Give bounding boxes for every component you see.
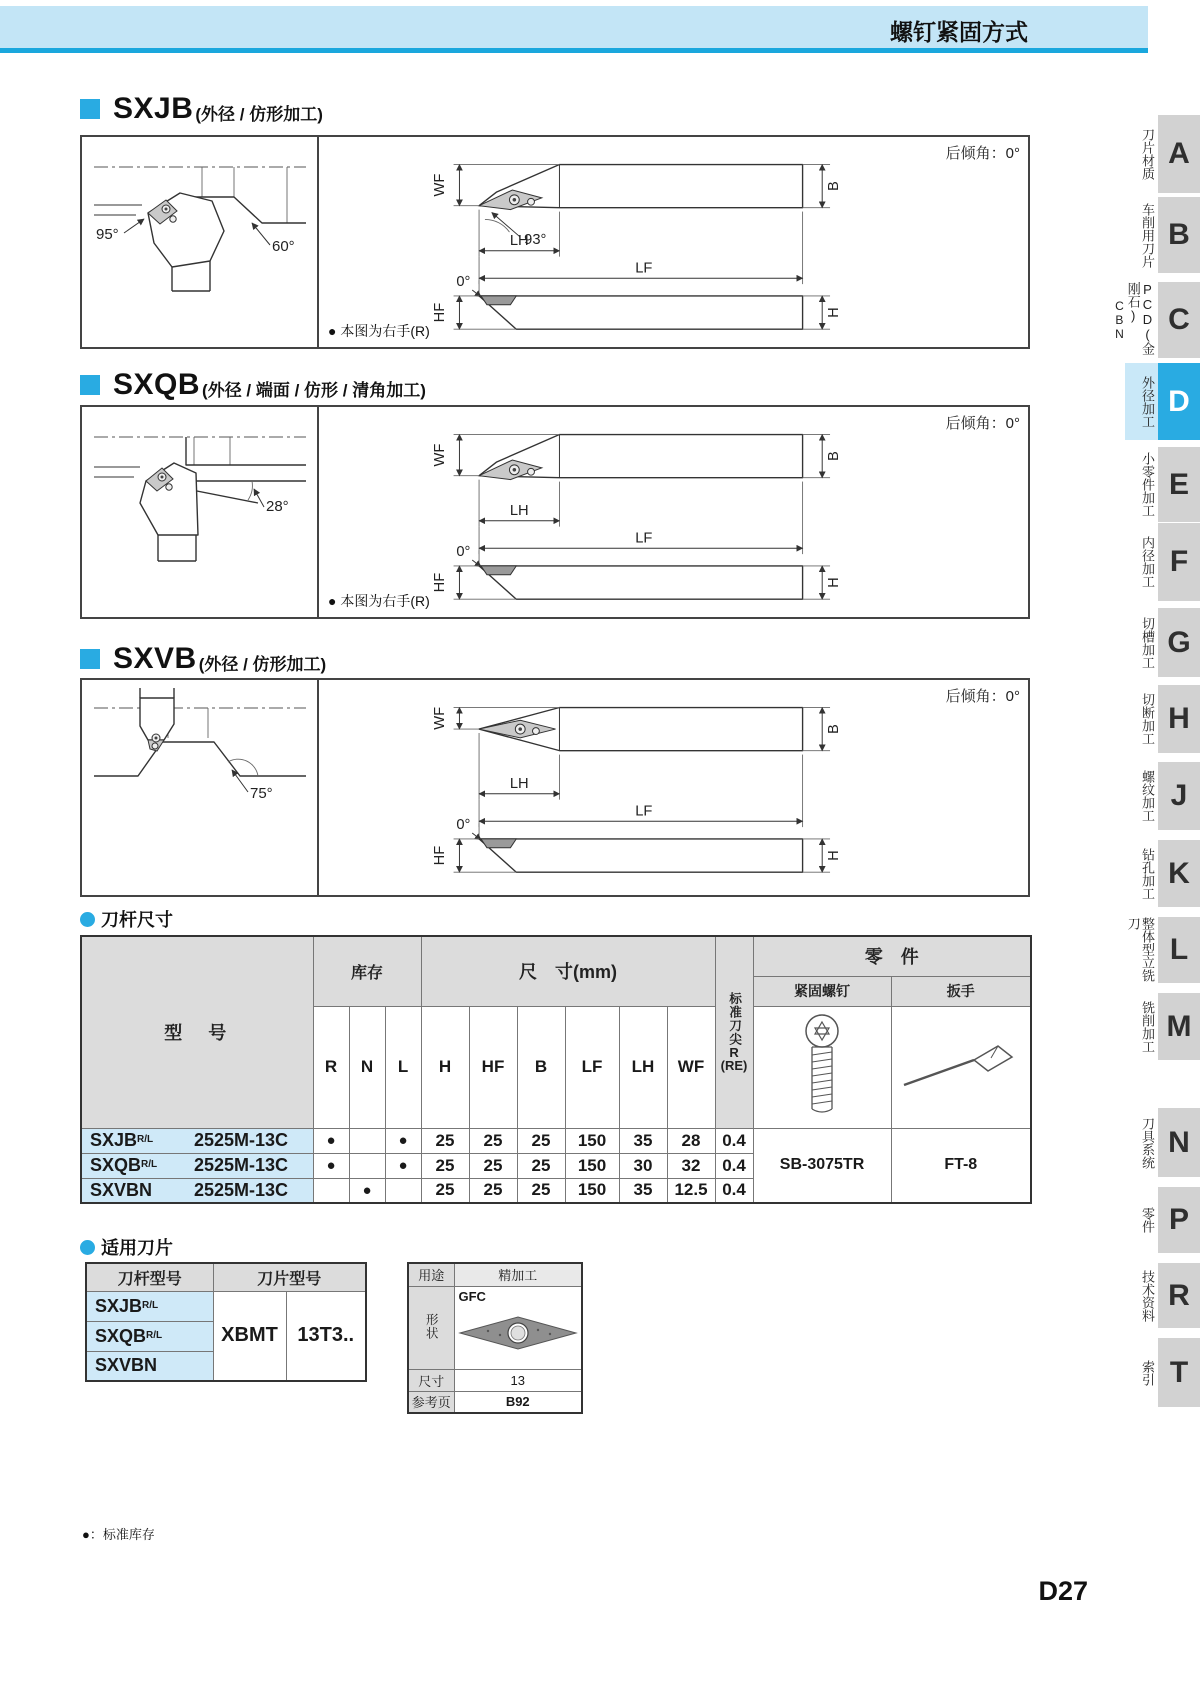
- col-wf: WF: [667, 1006, 715, 1128]
- h-label: H: [825, 307, 842, 318]
- box-divider: [317, 407, 319, 617]
- dimension-drawing-sxqb: [332, 415, 1032, 605]
- size-value: 13: [454, 1369, 582, 1391]
- sidebar-tab-b[interactable]: B: [1158, 197, 1200, 273]
- stock-legend: ●：标准库存: [82, 1527, 155, 1542]
- stock-n: ●: [349, 1178, 385, 1203]
- sidebar-tab-h[interactable]: H: [1158, 685, 1200, 753]
- bullet-icon: [80, 1240, 95, 1255]
- insert-shape-image: [458, 1311, 578, 1355]
- table-row: [81, 1128, 1031, 1153]
- size-label: 尺寸: [408, 1369, 454, 1391]
- clamp-screw-icon: [794, 1011, 850, 1119]
- right-hand-note: ● 本图为右手(R): [328, 593, 430, 609]
- angle-95-label: 95°: [96, 226, 119, 243]
- holder-model: $SXJB^{R/L}$: [86, 1291, 213, 1321]
- section-name: SXQB: [113, 368, 201, 401]
- rake-angle-label: 后倾角：0°: [945, 688, 1020, 705]
- ref-page-value: B92: [454, 1391, 582, 1413]
- sidebar-tab-m[interactable]: M: [1158, 993, 1200, 1060]
- wrench-icon-cell: [891, 1006, 1031, 1128]
- sidebar-tab-d-label: 外径加工: [1140, 375, 1155, 428]
- dim-wf: 28: [667, 1128, 715, 1153]
- page-number: D27: [1038, 1576, 1088, 1606]
- holder-dimensions-table: [80, 935, 1032, 1204]
- shape-value: [454, 1286, 582, 1369]
- wrench-header: 扳手: [891, 976, 1031, 1006]
- holder-table-heading: [80, 906, 173, 932]
- hf-label: HF: [431, 302, 448, 323]
- section-bullet-icon: [80, 375, 100, 395]
- dim-re: 0.4: [715, 1128, 753, 1153]
- dim-hf: 25: [469, 1178, 517, 1203]
- dim-re: 0.4: [715, 1153, 753, 1178]
- insert-size: 13T3..: [286, 1291, 366, 1381]
- section-sxqb-title: [80, 368, 426, 402]
- sidebar-tab-c-label: CBN PCD(金刚石): [1112, 282, 1155, 355]
- application-diagram-sxqb: [82, 407, 317, 613]
- model-cell: SXVBN 2525M-13C: [81, 1178, 313, 1203]
- stock-l: [385, 1178, 421, 1203]
- stock-r: ●: [313, 1128, 349, 1153]
- dimension-drawing-sxjb: [332, 145, 1032, 335]
- col-l: L: [385, 1006, 421, 1128]
- sidebar-tab-g[interactable]: G: [1158, 608, 1200, 677]
- box-divider: [317, 137, 319, 347]
- sidebar-tab-k[interactable]: K: [1158, 840, 1200, 907]
- model-cell: $SXQB^{R/L}$ 2525M-13C: [81, 1153, 313, 1178]
- wf-label: WF: [431, 173, 448, 197]
- dim-wf: 12.5: [667, 1178, 715, 1203]
- insert-section-title: 适用刀片: [101, 1238, 173, 1258]
- drawing-box-sxvb: [80, 678, 1030, 897]
- right-hand-note: ● 本图为右手(R): [328, 323, 430, 339]
- dims-header: 尺 寸(mm): [421, 936, 715, 1006]
- rake-angle-label: 后倾角：0°: [945, 415, 1020, 432]
- dim-lf: 150: [565, 1153, 619, 1178]
- section-bullet-icon: [80, 99, 100, 119]
- h-label: H: [825, 850, 842, 861]
- application-diagram-sxjb: [82, 137, 317, 343]
- holder-table-title: 刀杆尺寸: [101, 910, 173, 930]
- dim-hf: 25: [469, 1128, 517, 1153]
- stock-header: 库存: [313, 936, 421, 1006]
- sidebar-tab-c[interactable]: C: [1158, 282, 1200, 358]
- section-sxvb-title: [80, 642, 326, 676]
- screw-part-number: SB-3075TR: [753, 1128, 891, 1203]
- dim-lh: 35: [619, 1128, 667, 1153]
- sidebar-tab-p-label: 零件: [1140, 1207, 1155, 1233]
- sidebar-tab-l[interactable]: L: [1158, 917, 1200, 983]
- drawing-box-sxqb: [80, 405, 1030, 619]
- sidebar-tab-t-label: 索引: [1140, 1359, 1155, 1386]
- col-r: R: [313, 1006, 349, 1128]
- zero-angle-label: 0°: [456, 817, 471, 834]
- sidebar-tab-j-label: 螺纹加工: [1140, 770, 1155, 822]
- col-lf: LF: [565, 1006, 619, 1128]
- parts-header: 零 件: [753, 936, 1031, 976]
- dim-h: 25: [421, 1178, 469, 1203]
- sidebar-tab-n-label: 刀具系统: [1140, 1116, 1155, 1169]
- applicable-inserts-table: [85, 1262, 367, 1382]
- sidebar-tab-t[interactable]: T: [1158, 1338, 1200, 1407]
- lf-label: LF: [635, 260, 653, 277]
- screw-header: 紧固螺钉: [753, 976, 891, 1006]
- wf-label: WF: [431, 706, 448, 730]
- usage-value: 精加工: [454, 1263, 582, 1286]
- section-name: SXJB: [113, 92, 194, 125]
- insert-col-header: 刀片型号: [213, 1263, 366, 1291]
- dim-lf: 150: [565, 1178, 619, 1203]
- lf-label: LF: [635, 803, 653, 820]
- section-name: SXVB: [113, 642, 197, 675]
- col-n: N: [349, 1006, 385, 1128]
- stock-l: ●: [385, 1128, 421, 1153]
- zero-angle-label: 0°: [456, 274, 471, 291]
- sidebar-tab-e-label: 小零件加工: [1140, 452, 1155, 517]
- col-h: H: [421, 1006, 469, 1128]
- model-header: 型 号: [81, 936, 313, 1128]
- lh-label: LH: [509, 502, 529, 519]
- lh-label: LH: [509, 232, 529, 249]
- drawing-box-sxjb: [80, 135, 1030, 349]
- dim-hf: 25: [469, 1153, 517, 1178]
- dim-b: 25: [517, 1153, 565, 1178]
- sidebar-tab-n[interactable]: N: [1158, 1108, 1200, 1177]
- shape-label: 形状: [408, 1286, 454, 1369]
- header-underline: [0, 48, 1148, 53]
- dim-h: 25: [421, 1153, 469, 1178]
- screw-icon-cell: [753, 1006, 891, 1128]
- section-subtitle: (外径 / 仿形加工): [198, 654, 327, 674]
- dim-h: 25: [421, 1128, 469, 1153]
- dimension-drawing-sxvb: [332, 688, 1032, 878]
- sidebar-tab-a[interactable]: A: [1158, 115, 1200, 193]
- dim-b: 25: [517, 1178, 565, 1203]
- sidebar-tab-p[interactable]: P: [1158, 1187, 1200, 1253]
- sidebar-tab-h-label: 切断加工: [1140, 693, 1155, 745]
- wrench-icon: [896, 1033, 1026, 1097]
- ref-page-label: 参考页: [408, 1391, 454, 1413]
- stock-r: [313, 1178, 349, 1203]
- usage-label: 用途: [408, 1263, 454, 1286]
- zero-angle-label: 0°: [456, 544, 471, 561]
- angle-75-label: 75°: [250, 785, 273, 802]
- insert-grade-code: GFC: [458, 1288, 486, 1304]
- holder-model: $SXQB^{R/L}$: [86, 1321, 213, 1351]
- dim-lh: 35: [619, 1178, 667, 1203]
- box-divider: [317, 680, 319, 895]
- h-label: H: [825, 577, 842, 588]
- stock-n: [349, 1128, 385, 1153]
- sidebar-tab-m-label: 铣削加工: [1140, 1000, 1155, 1053]
- stock-r: ●: [313, 1153, 349, 1178]
- sidebar-tab-f-label: 内径加工: [1140, 536, 1155, 588]
- sidebar-tab-g-label: 切槽加工: [1140, 616, 1155, 669]
- page-title: 螺钉紧固方式: [890, 19, 1028, 45]
- dim-lh: 30: [619, 1153, 667, 1178]
- angle-28-label: 28°: [266, 498, 289, 515]
- hf-label: HF: [431, 572, 448, 593]
- section-bullet-icon: [80, 649, 100, 669]
- holder-model: SXVBN: [86, 1351, 213, 1381]
- section-sxjb-title: [80, 92, 323, 126]
- sidebar-tab-e[interactable]: E: [1158, 447, 1200, 522]
- sidebar-tab-r-label: 技术资料: [1140, 1269, 1155, 1322]
- wrench-part-number: FT-8: [891, 1128, 1031, 1203]
- b-label: B: [825, 724, 842, 734]
- sidebar-tab-r[interactable]: R: [1158, 1263, 1200, 1328]
- rake-angle-label: 后倾角：0°: [945, 145, 1020, 162]
- dim-re: 0.4: [715, 1178, 753, 1203]
- lh-label: LH: [509, 775, 529, 792]
- bullet-icon: [80, 912, 95, 927]
- sidebar-tab-f[interactable]: F: [1158, 523, 1200, 601]
- section-subtitle: (外径 / 仿形加工): [195, 104, 323, 124]
- model-cell: $SXJB^{R/L}$ 2525M-13C: [81, 1128, 313, 1153]
- dim-lf: 150: [565, 1128, 619, 1153]
- application-diagram-sxvb: [82, 680, 317, 891]
- sidebar-tab-k-label: 钻孔加工: [1140, 847, 1155, 900]
- stock-l: ●: [385, 1153, 421, 1178]
- b-label: B: [825, 181, 842, 191]
- col-hf: HF: [469, 1006, 517, 1128]
- table-row: [86, 1291, 366, 1321]
- tip-angle-label: 93°: [524, 231, 547, 248]
- col-lh: LH: [619, 1006, 667, 1128]
- dim-b: 25: [517, 1128, 565, 1153]
- insert-section-heading: [80, 1234, 173, 1260]
- angle-60-label: 60°: [272, 238, 295, 255]
- sidebar-tab-a-label: 刀片材质: [1140, 128, 1155, 180]
- sidebar-tab-j[interactable]: J: [1158, 762, 1200, 830]
- stock-n: [349, 1153, 385, 1178]
- holder-col-header: 刀杆型号: [86, 1263, 213, 1291]
- sidebar-tab-b-label: 车削用刀片: [1140, 202, 1155, 268]
- dim-wf: 32: [667, 1153, 715, 1178]
- b-label: B: [825, 451, 842, 461]
- tip-radius-header: 标准刀尖 R (RE): [715, 936, 753, 1128]
- lf-label: LF: [635, 530, 653, 547]
- col-b: B: [517, 1006, 565, 1128]
- insert-name: XBMT: [213, 1291, 286, 1381]
- hf-label: HF: [431, 845, 448, 866]
- insert-detail-table: [407, 1262, 583, 1414]
- sidebar-tab-d[interactable]: D: [1158, 363, 1200, 440]
- sidebar-tab-l-label: 整体型立铣刀: [1125, 917, 1155, 982]
- wf-label: WF: [431, 443, 448, 467]
- section-subtitle: (外径 / 端面 / 仿形 / 清角加工): [202, 380, 426, 400]
